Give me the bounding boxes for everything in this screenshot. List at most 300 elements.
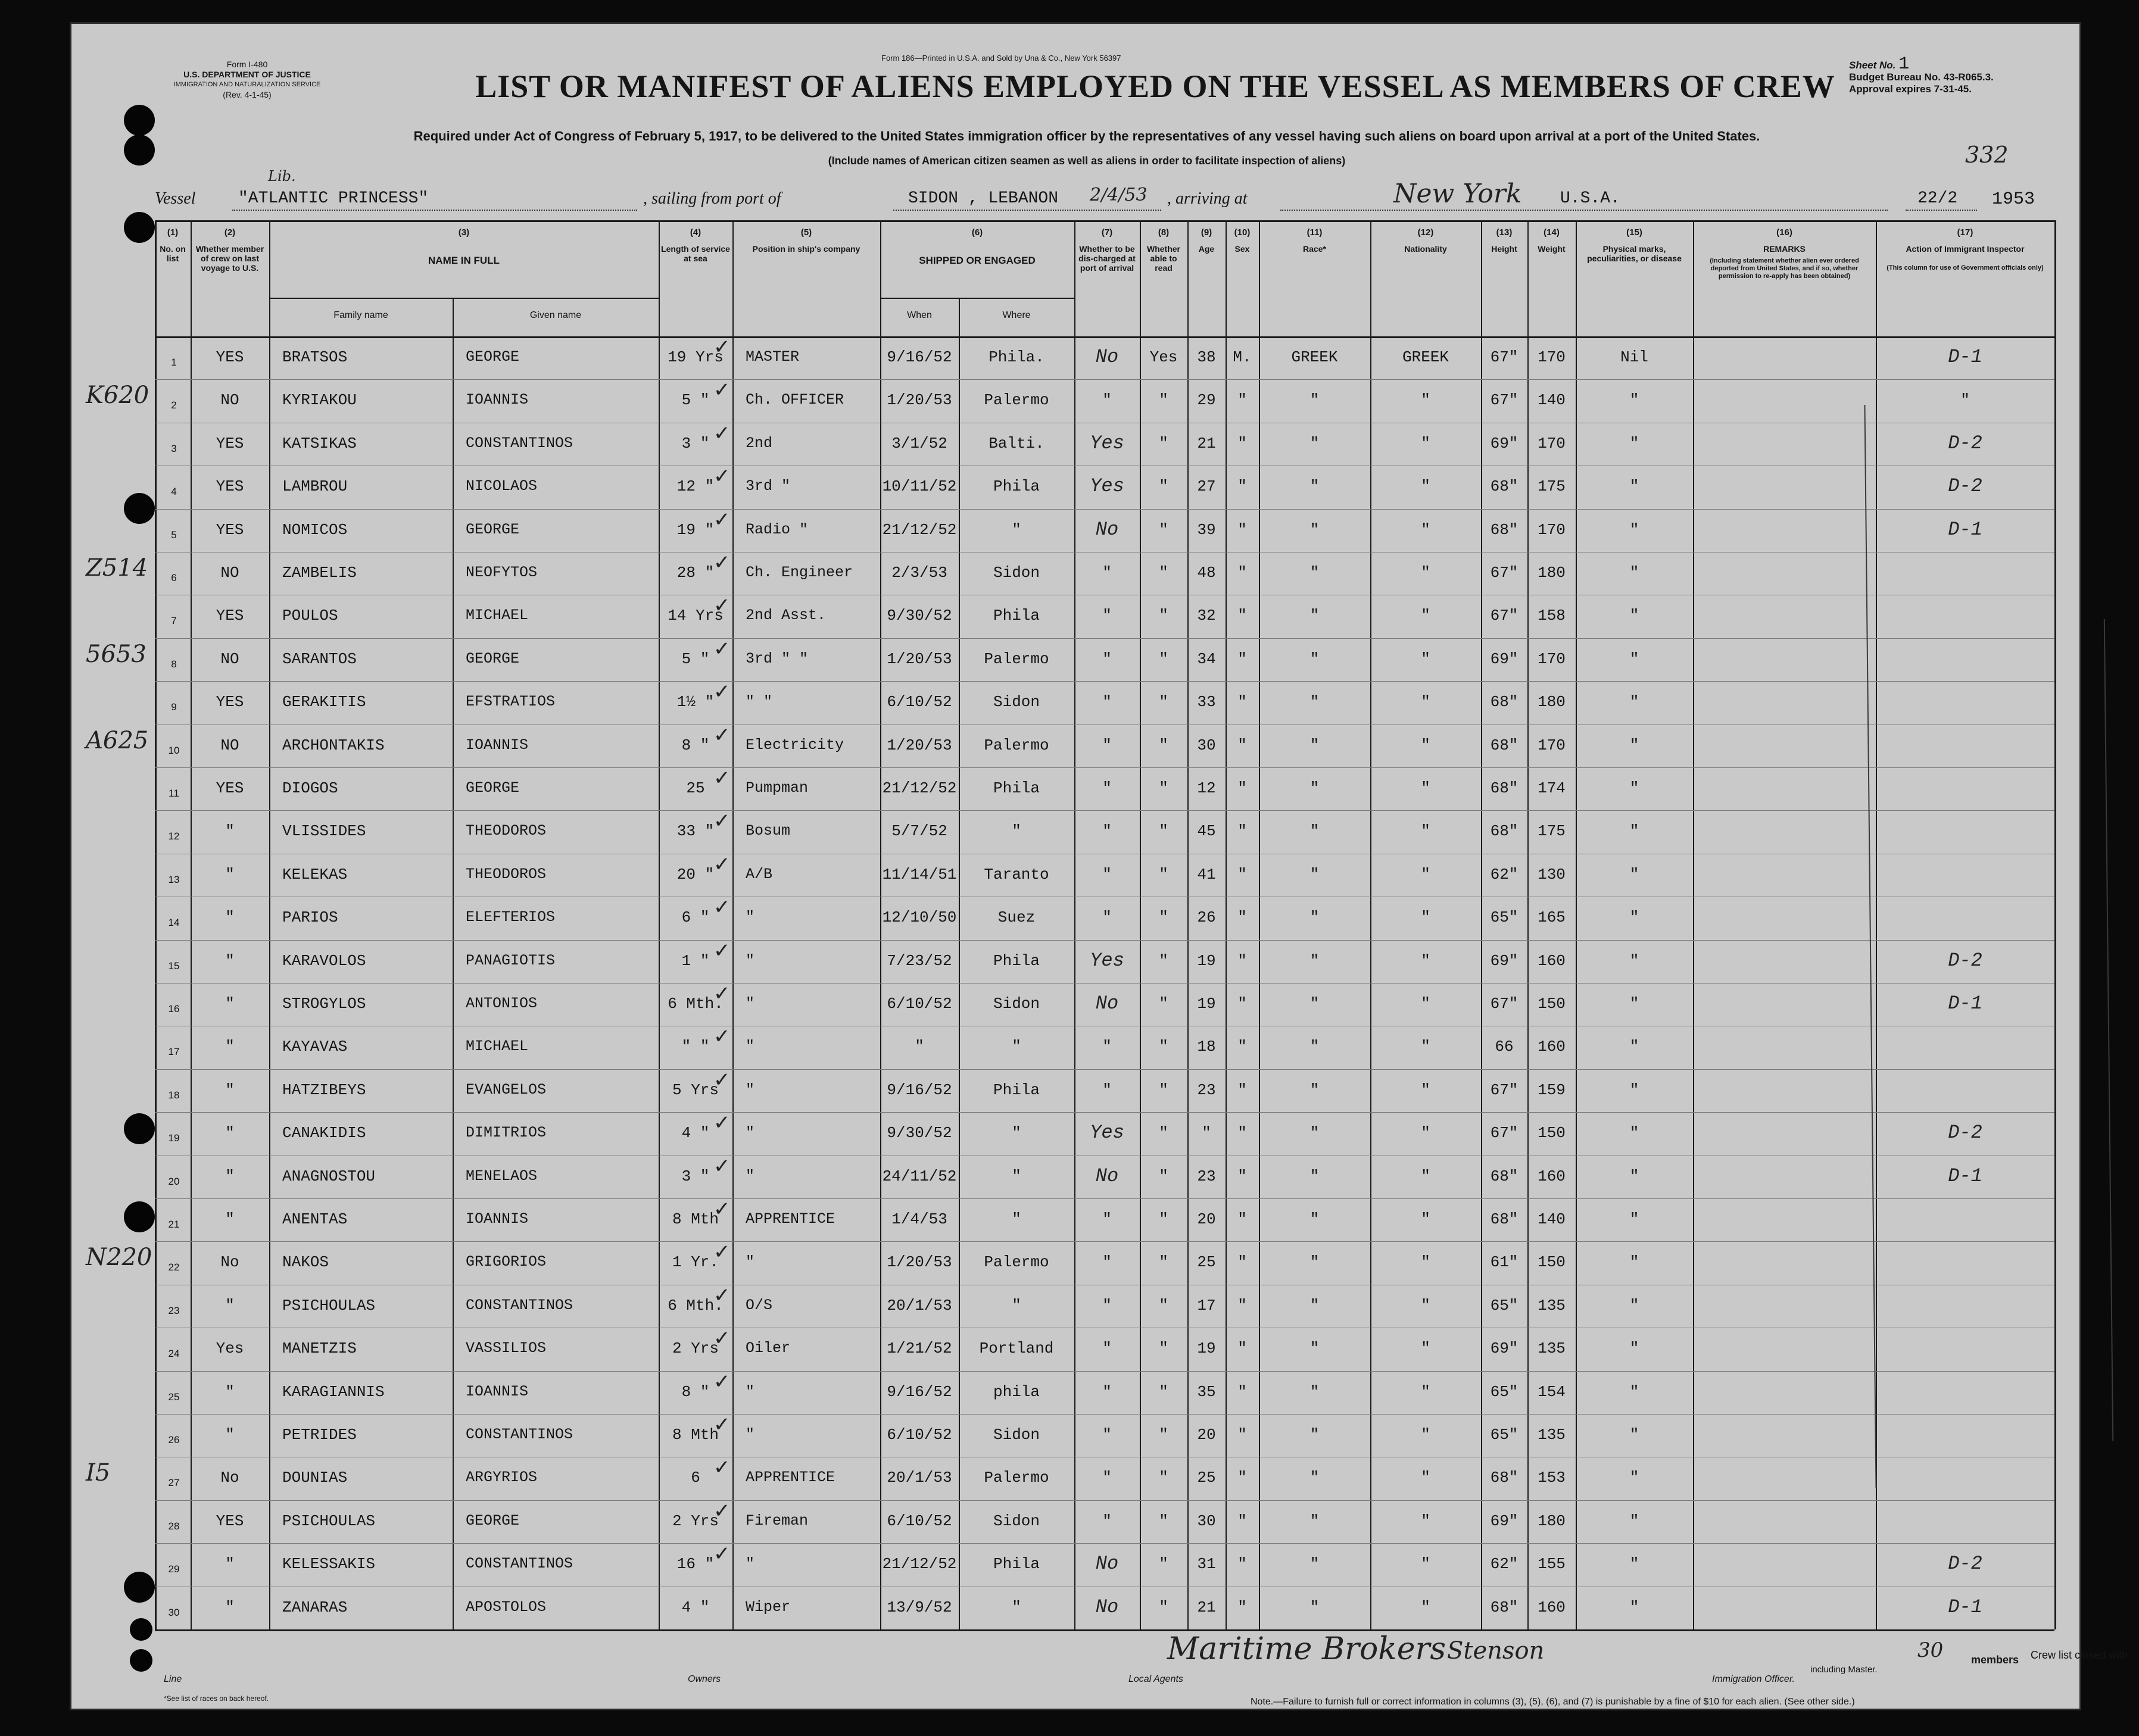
cell-given: MICHAEL [466, 607, 529, 625]
cell-given: NEOFYTOS [466, 564, 538, 581]
cell-discharged: " [1102, 564, 1112, 582]
cell-family: HATZIBEYS [282, 1081, 366, 1099]
cell-age: 18 [1197, 1038, 1216, 1056]
officer-label: Immigration Officer. [1712, 1674, 1795, 1684]
cell-age: 31 [1197, 1555, 1216, 1573]
row-number: 19 [168, 1132, 180, 1144]
agents-label: Local Agents [1128, 1674, 1183, 1684]
cell-sex: " [1237, 650, 1247, 668]
row-divider [155, 509, 2054, 510]
cell-service: 2 Yrs [672, 1512, 719, 1530]
cell-service: 8 " [681, 1382, 710, 1401]
cell-nat: " [1421, 1512, 1430, 1530]
cell-marks: " [1629, 434, 1639, 452]
cell-given: GRIGORIOS [466, 1253, 547, 1271]
cell-service: " " [681, 1038, 710, 1056]
cell-nat: " [1421, 693, 1430, 711]
cell-nat: " [1421, 477, 1430, 496]
col-discharged-number: (7) [1101, 227, 1113, 238]
cell-height: 62" [1490, 1555, 1518, 1573]
cell-prev: " [225, 951, 235, 970]
cell-where: Palermo [984, 736, 1049, 754]
cell-read: " [1159, 995, 1168, 1013]
row-divider [155, 681, 2054, 682]
cell-given: ANTONIOS [466, 995, 538, 1012]
cell-weight: 165 [1538, 908, 1566, 927]
cell-weight: 135 [1538, 1296, 1566, 1315]
cell-where: Phila. [989, 348, 1044, 366]
cell-family: KARAVOLOS [282, 951, 366, 970]
cell-family: KARAGIANNIS [282, 1382, 385, 1401]
cell-discharged: " [1102, 822, 1112, 841]
cell-service: 8 Mth [672, 1210, 719, 1228]
cell-when: 20/1/53 [887, 1469, 952, 1487]
cell-read: " [1159, 391, 1168, 410]
cell-family: ZANARAS [282, 1598, 348, 1616]
col-position-number: (5) [800, 227, 812, 238]
cell-discharged: No [1095, 346, 1119, 368]
cell-given: GEORGE [466, 520, 520, 538]
cell-height: 69" [1490, 951, 1518, 970]
row-divider [155, 1241, 2054, 1242]
cell-race: " [1309, 736, 1320, 754]
cell-marks: " [1629, 520, 1639, 539]
cell-marks: " [1629, 1081, 1639, 1099]
cell-prev: YES [216, 607, 244, 625]
col-action-header: Action of Immigrant Inspector [1906, 244, 2025, 254]
cell-family: BRATSOS [282, 348, 348, 366]
cell-position: Ch. OFFICER [746, 391, 844, 409]
department-name: U.S. DEPARTMENT OF JUSTICE [183, 70, 311, 79]
cell-sex: " [1237, 736, 1247, 754]
cell-weight: 170 [1538, 348, 1566, 366]
cell-height: 66 [1495, 1038, 1514, 1056]
cell-position: APPRENTICE [746, 1210, 835, 1228]
budget-bureau: Budget Bureau No. 43-R065.3. [1849, 71, 1994, 83]
cell-when: 1/21/52 [887, 1340, 952, 1358]
cell-sex: " [1237, 607, 1247, 625]
cell-height: 65" [1490, 908, 1518, 927]
officer-signature: Stenson [1447, 1637, 1545, 1665]
check-mark-icon: ✓ [713, 421, 731, 445]
cell-position: Radio " [746, 520, 809, 538]
col-physical-number: (15) [1626, 227, 1642, 238]
cell-family: LAMBROU [282, 477, 348, 496]
row-rule [155, 220, 2054, 222]
cell-discharged: " [1102, 693, 1112, 711]
action-subnote: (This column for use of Government officials only) [1887, 264, 2044, 271]
col-age-header: Age [1198, 244, 1215, 254]
cell-read: " [1159, 1038, 1168, 1056]
cell-weight: 170 [1538, 650, 1566, 668]
cell-family: KELESSAKIS [282, 1555, 376, 1573]
cell-height: 68" [1490, 1167, 1518, 1185]
row-number: 28 [168, 1520, 180, 1532]
cell-where: " [1012, 1210, 1021, 1228]
row-number: 3 [171, 442, 177, 454]
cell-height: 68" [1490, 693, 1518, 711]
cell-discharged: " [1102, 1081, 1112, 1099]
cell-prev: NO [220, 564, 239, 582]
col-prev-voyage-header: Whether member of crew on last voyage to U.S. [195, 244, 264, 273]
cell-age: 25 [1197, 1253, 1216, 1272]
cell-position: " [746, 995, 755, 1012]
row-rule [269, 298, 659, 299]
cell-read: " [1159, 1340, 1168, 1358]
cell-when: 9/16/52 [887, 1382, 952, 1401]
check-mark-icon: ✓ [713, 1067, 731, 1092]
cell-race: " [1309, 434, 1320, 452]
cell-where: Phila [993, 779, 1040, 797]
cell-when: 6/10/52 [887, 693, 952, 711]
cell-race: " [1309, 650, 1320, 668]
cell-read: " [1159, 693, 1168, 711]
cell-prev: No [220, 1469, 239, 1487]
row-number: 24 [168, 1348, 180, 1360]
cell-service: 1½ " [676, 693, 715, 711]
cell-read: Yes [1149, 348, 1178, 366]
col-remarks-header: REMARKS [1763, 244, 1806, 254]
agent-signature: Maritime Brokers [1167, 1631, 1446, 1667]
margin-file-note: I5 [86, 1459, 111, 1487]
cell-prev: YES [216, 693, 244, 711]
cell-nat: GREEK [1402, 348, 1449, 366]
cell-action: D-1 [1948, 1164, 1982, 1187]
check-mark-icon: ✓ [713, 982, 731, 1006]
cell-service: 6 [691, 1469, 700, 1487]
cell-race: " [1309, 865, 1320, 883]
cell-prev: YES [216, 1512, 244, 1530]
cell-race: GREEK [1291, 348, 1338, 366]
margin-file-note: K620 [86, 382, 149, 410]
cell-nat: " [1421, 1124, 1430, 1142]
cell-marks: " [1629, 951, 1639, 970]
row-number: 25 [168, 1391, 180, 1403]
cell-marks: " [1629, 1469, 1639, 1487]
cell-weight: 175 [1538, 477, 1566, 496]
col-age-number: (9) [1201, 227, 1212, 238]
cell-nat: " [1421, 434, 1430, 452]
cell-when: 1/20/53 [887, 736, 952, 754]
cell-family: KYRIAKOU [282, 391, 357, 410]
col-family-subheader: Family name [333, 310, 388, 320]
cell-marks: " [1629, 1426, 1639, 1444]
cell-weight: 135 [1538, 1340, 1566, 1358]
flag-note: Lib. [268, 168, 296, 185]
cell-marks: " [1629, 908, 1639, 927]
cell-prev: " [225, 1210, 235, 1228]
cell-given: GEORGE [466, 1512, 520, 1529]
cell-action: D-2 [1948, 949, 1982, 972]
col-position-header: Position in ship's company [752, 244, 860, 254]
cell-service: 19 Yrs [668, 348, 724, 366]
cell-age: 19 [1197, 995, 1216, 1013]
cell-where: Sidon [993, 995, 1040, 1013]
cell-age: 21 [1197, 1598, 1216, 1616]
row-number: 14 [168, 917, 180, 929]
cell-nat: " [1421, 1555, 1430, 1573]
check-mark-icon: ✓ [713, 809, 731, 833]
cell-marks: Nil [1620, 348, 1648, 366]
cell-action: D-1 [1948, 992, 1982, 1014]
cell-family: ANENTAS [282, 1210, 348, 1228]
check-mark-icon: ✓ [713, 1111, 731, 1135]
sheet-number: 1 [1898, 54, 1910, 74]
row-divider [155, 1414, 2054, 1415]
form-number: Form I-480 [226, 60, 268, 69]
cell-service: 25 [686, 779, 705, 797]
row-number: 17 [168, 1046, 180, 1058]
cell-nat: " [1421, 951, 1430, 970]
cell-sex: " [1237, 564, 1247, 582]
cell-prev: " [225, 822, 235, 841]
cell-read: " [1159, 1555, 1168, 1573]
remarks-subnote: (Including statement whether alien ever ordered deported from United States, and if so, whether permission to re-apply has been obtained) [1710, 257, 1859, 280]
cell-discharged: Yes [1090, 432, 1124, 454]
cell-family: VLISSIDES [282, 822, 366, 841]
cell-given: MICHAEL [466, 1038, 529, 1056]
check-mark-icon: ✓ [713, 1369, 731, 1394]
cell-where: Palermo [984, 391, 1049, 410]
cell-sex: " [1237, 477, 1247, 496]
cell-family: NOMICOS [282, 520, 348, 539]
cell-service: 28 " [676, 564, 715, 582]
cell-age: 21 [1197, 434, 1216, 452]
cell-prev: NO [220, 650, 239, 668]
row-number: 29 [168, 1563, 180, 1575]
cell-position: APPRENTICE [746, 1469, 835, 1487]
cell-marks: " [1629, 1253, 1639, 1272]
cell-age: 20 [1197, 1426, 1216, 1444]
row-divider [155, 810, 2054, 811]
cell-where: Sidon [993, 693, 1040, 711]
col-sex-header: Sex [1234, 244, 1250, 254]
cell-when: 9/30/52 [887, 1124, 952, 1142]
col-race-number: (11) [1307, 227, 1323, 238]
departure-port: SIDON , LEBANON [908, 189, 1059, 208]
cell-weight: 160 [1538, 1167, 1566, 1185]
cell-weight: 155 [1538, 1555, 1566, 1573]
cell-prev: No [220, 1253, 239, 1272]
cell-when: 1/4/53 [891, 1210, 947, 1228]
cell-given: CONSTANTINOS [466, 434, 573, 452]
cell-height: 67" [1490, 607, 1518, 625]
cell-weight: 150 [1538, 1253, 1566, 1272]
crew-count: 30 [1917, 1638, 1944, 1662]
revision-date: (Rev. 4-1-45) [223, 90, 272, 99]
row-number: 22 [168, 1262, 180, 1273]
cell-discharged: No [1095, 1164, 1119, 1187]
cell-read: " [1159, 434, 1168, 452]
punch-hole [124, 493, 155, 524]
cell-family: DOUNIAS [282, 1469, 348, 1487]
cell-discharged: No [1095, 992, 1119, 1014]
cell-weight: 170 [1538, 736, 1566, 754]
cell-sex: " [1237, 434, 1247, 452]
cell-marks: " [1629, 1167, 1639, 1185]
cell-discharged: " [1102, 1512, 1112, 1530]
cell-nat: " [1421, 736, 1430, 754]
cell-age: 39 [1197, 520, 1216, 539]
cell-given: GEORGE [466, 650, 520, 667]
check-mark-icon: ✓ [713, 507, 731, 532]
cell-nat: " [1421, 520, 1430, 539]
cell-read: " [1159, 477, 1168, 496]
cell-race: " [1309, 1296, 1320, 1315]
cell-age: 35 [1197, 1382, 1216, 1401]
cell-prev: " [225, 1167, 235, 1185]
cell-nat: " [1421, 391, 1430, 410]
cell-when: 21/12/52 [882, 1555, 957, 1573]
cell-weight: 160 [1538, 1598, 1566, 1616]
cell-given: EFSTRATIOS [466, 693, 556, 711]
cell-position: " [746, 1382, 755, 1400]
cell-sex: " [1237, 951, 1247, 970]
cell-height: 61" [1490, 1253, 1518, 1272]
cell-where: Portland [979, 1340, 1054, 1358]
check-mark-icon: ✓ [713, 680, 731, 704]
cell-family: GERAKITIS [282, 693, 366, 711]
cell-when: 1/20/53 [887, 1253, 952, 1272]
check-mark-icon: ✓ [713, 335, 731, 359]
cell-position: " [746, 1426, 755, 1443]
cell-when: 11/14/51 [882, 865, 957, 883]
cell-race: " [1309, 1555, 1320, 1573]
cell-position: O/S [746, 1296, 773, 1314]
cell-age: 26 [1197, 908, 1216, 927]
cell-nat: " [1421, 607, 1430, 625]
cell-discharged: " [1102, 1426, 1112, 1444]
cell-position: Fireman [746, 1512, 809, 1529]
check-mark-icon: ✓ [713, 895, 731, 920]
cell-marks: " [1629, 1210, 1639, 1228]
cell-action: D-2 [1948, 432, 1982, 454]
cell-read: " [1159, 1167, 1168, 1185]
col-service-number: (4) [690, 227, 701, 238]
margin-file-note: N220 [86, 1244, 152, 1272]
cell-discharged: " [1102, 908, 1112, 927]
cell-prev: " [225, 1382, 235, 1401]
row-number: 2 [171, 399, 177, 411]
cell-marks: " [1629, 1340, 1639, 1358]
cell-nat: " [1421, 1598, 1430, 1616]
cell-prev: " [225, 1555, 235, 1573]
cell-weight: 170 [1538, 434, 1566, 452]
cell-where: Sidon [993, 1512, 1040, 1530]
cell-when: 10/11/52 [882, 477, 957, 496]
row-number: 13 [168, 873, 180, 885]
cell-prev: YES [216, 520, 244, 539]
check-mark-icon: ✓ [713, 1283, 731, 1307]
cell-discharged: " [1102, 1340, 1112, 1358]
members-label: members [1971, 1654, 2019, 1666]
cell-height: 69" [1490, 434, 1518, 452]
row-number: 4 [171, 486, 177, 498]
row-divider [155, 379, 2054, 380]
cell-prev: YES [216, 434, 244, 452]
manifest-sheet [71, 24, 2128, 1709]
row-divider [155, 1069, 2054, 1070]
cell-sex: " [1237, 1598, 1247, 1616]
check-mark-icon: ✓ [713, 723, 731, 747]
col-physical-header: Physical marks, peculiarities, or disease [1587, 244, 1682, 263]
cell-when: 9/16/52 [887, 1081, 952, 1099]
row-divider [155, 1198, 2054, 1199]
cell-position: " [746, 1038, 755, 1056]
cell-height: 68" [1490, 1210, 1518, 1228]
cell-race: " [1309, 1167, 1320, 1185]
cell-service: 8 " [681, 736, 710, 754]
check-mark-icon: ✓ [713, 1326, 731, 1351]
cell-nat: " [1421, 865, 1430, 883]
handwritten-stroke [2104, 619, 2113, 1441]
column-rule [269, 220, 270, 1629]
row-number: 16 [168, 1003, 180, 1014]
cell-position: A/B [746, 865, 773, 883]
cell-weight: 140 [1538, 1210, 1566, 1228]
cell-weight: 160 [1538, 951, 1566, 970]
margin-file-note: 5653 [86, 640, 146, 668]
cell-discharged: No [1095, 1596, 1119, 1618]
penalty-note: Note.—Failure to furnish full or correct information in columns (3), (5), (6), and (7) is punishable by a fine of $10 for each alien. (See other side.) [1251, 1697, 1855, 1707]
including-master: including Master. [1810, 1665, 1878, 1675]
check-mark-icon: ✓ [713, 1542, 731, 1566]
cell-nat: " [1421, 822, 1430, 841]
cell-weight: 180 [1538, 1512, 1566, 1530]
cell-read: " [1159, 736, 1168, 754]
cell-service: 4 " [681, 1598, 710, 1616]
cell-when: 21/12/52 [882, 779, 957, 797]
cell-height: 67" [1490, 1124, 1518, 1142]
row-number: 9 [171, 701, 177, 713]
arrival-country: U.S.A. [1560, 189, 1620, 208]
check-mark-icon: ✓ [713, 551, 731, 574]
cell-prev: " [225, 1598, 235, 1616]
legal-requirement: Required under Act of Congress of February 5, 1917, to be delivered to the United States immigration officer by the representatives of any vessel having such aliens on board upon arrival at a port of the United States. [413, 129, 1760, 143]
cell-sex: " [1237, 1512, 1247, 1530]
cell-race: " [1309, 822, 1320, 841]
cell-weight: 180 [1538, 693, 1566, 711]
races-note: *See list of races on back hereof. [164, 1694, 269, 1703]
cell-service: 14 Yrs [668, 607, 724, 625]
cell-discharged: " [1102, 779, 1112, 797]
cell-marks: " [1629, 693, 1639, 711]
cell-where: " [1012, 1038, 1021, 1056]
col-remarks-number: (16) [1776, 227, 1792, 238]
cell-where: Palermo [984, 1253, 1049, 1272]
cell-service: 20 " [676, 865, 715, 883]
cell-marks: " [1629, 736, 1639, 754]
cell-position: Wiper [746, 1598, 791, 1616]
check-mark-icon: ✓ [713, 1240, 731, 1264]
cell-when: 1/20/53 [887, 391, 952, 410]
row-number: 23 [168, 1304, 180, 1316]
cell-height: 67" [1490, 564, 1518, 582]
column-rule [2054, 220, 2056, 1629]
cell-age: 25 [1197, 1469, 1216, 1487]
cell-position: Oiler [746, 1340, 791, 1357]
cell-where: phila [993, 1382, 1040, 1401]
cell-weight: 159 [1538, 1081, 1566, 1099]
cell-family: CANAKIDIS [282, 1124, 366, 1142]
cell-given: THEODOROS [466, 822, 547, 840]
cell-sex: " [1237, 779, 1247, 797]
cell-read: " [1159, 1210, 1168, 1228]
cell-marks: " [1629, 865, 1639, 883]
cell-when: " [915, 1038, 924, 1056]
check-mark-icon: ✓ [713, 1025, 731, 1049]
cell-position: Bosum [746, 822, 791, 840]
